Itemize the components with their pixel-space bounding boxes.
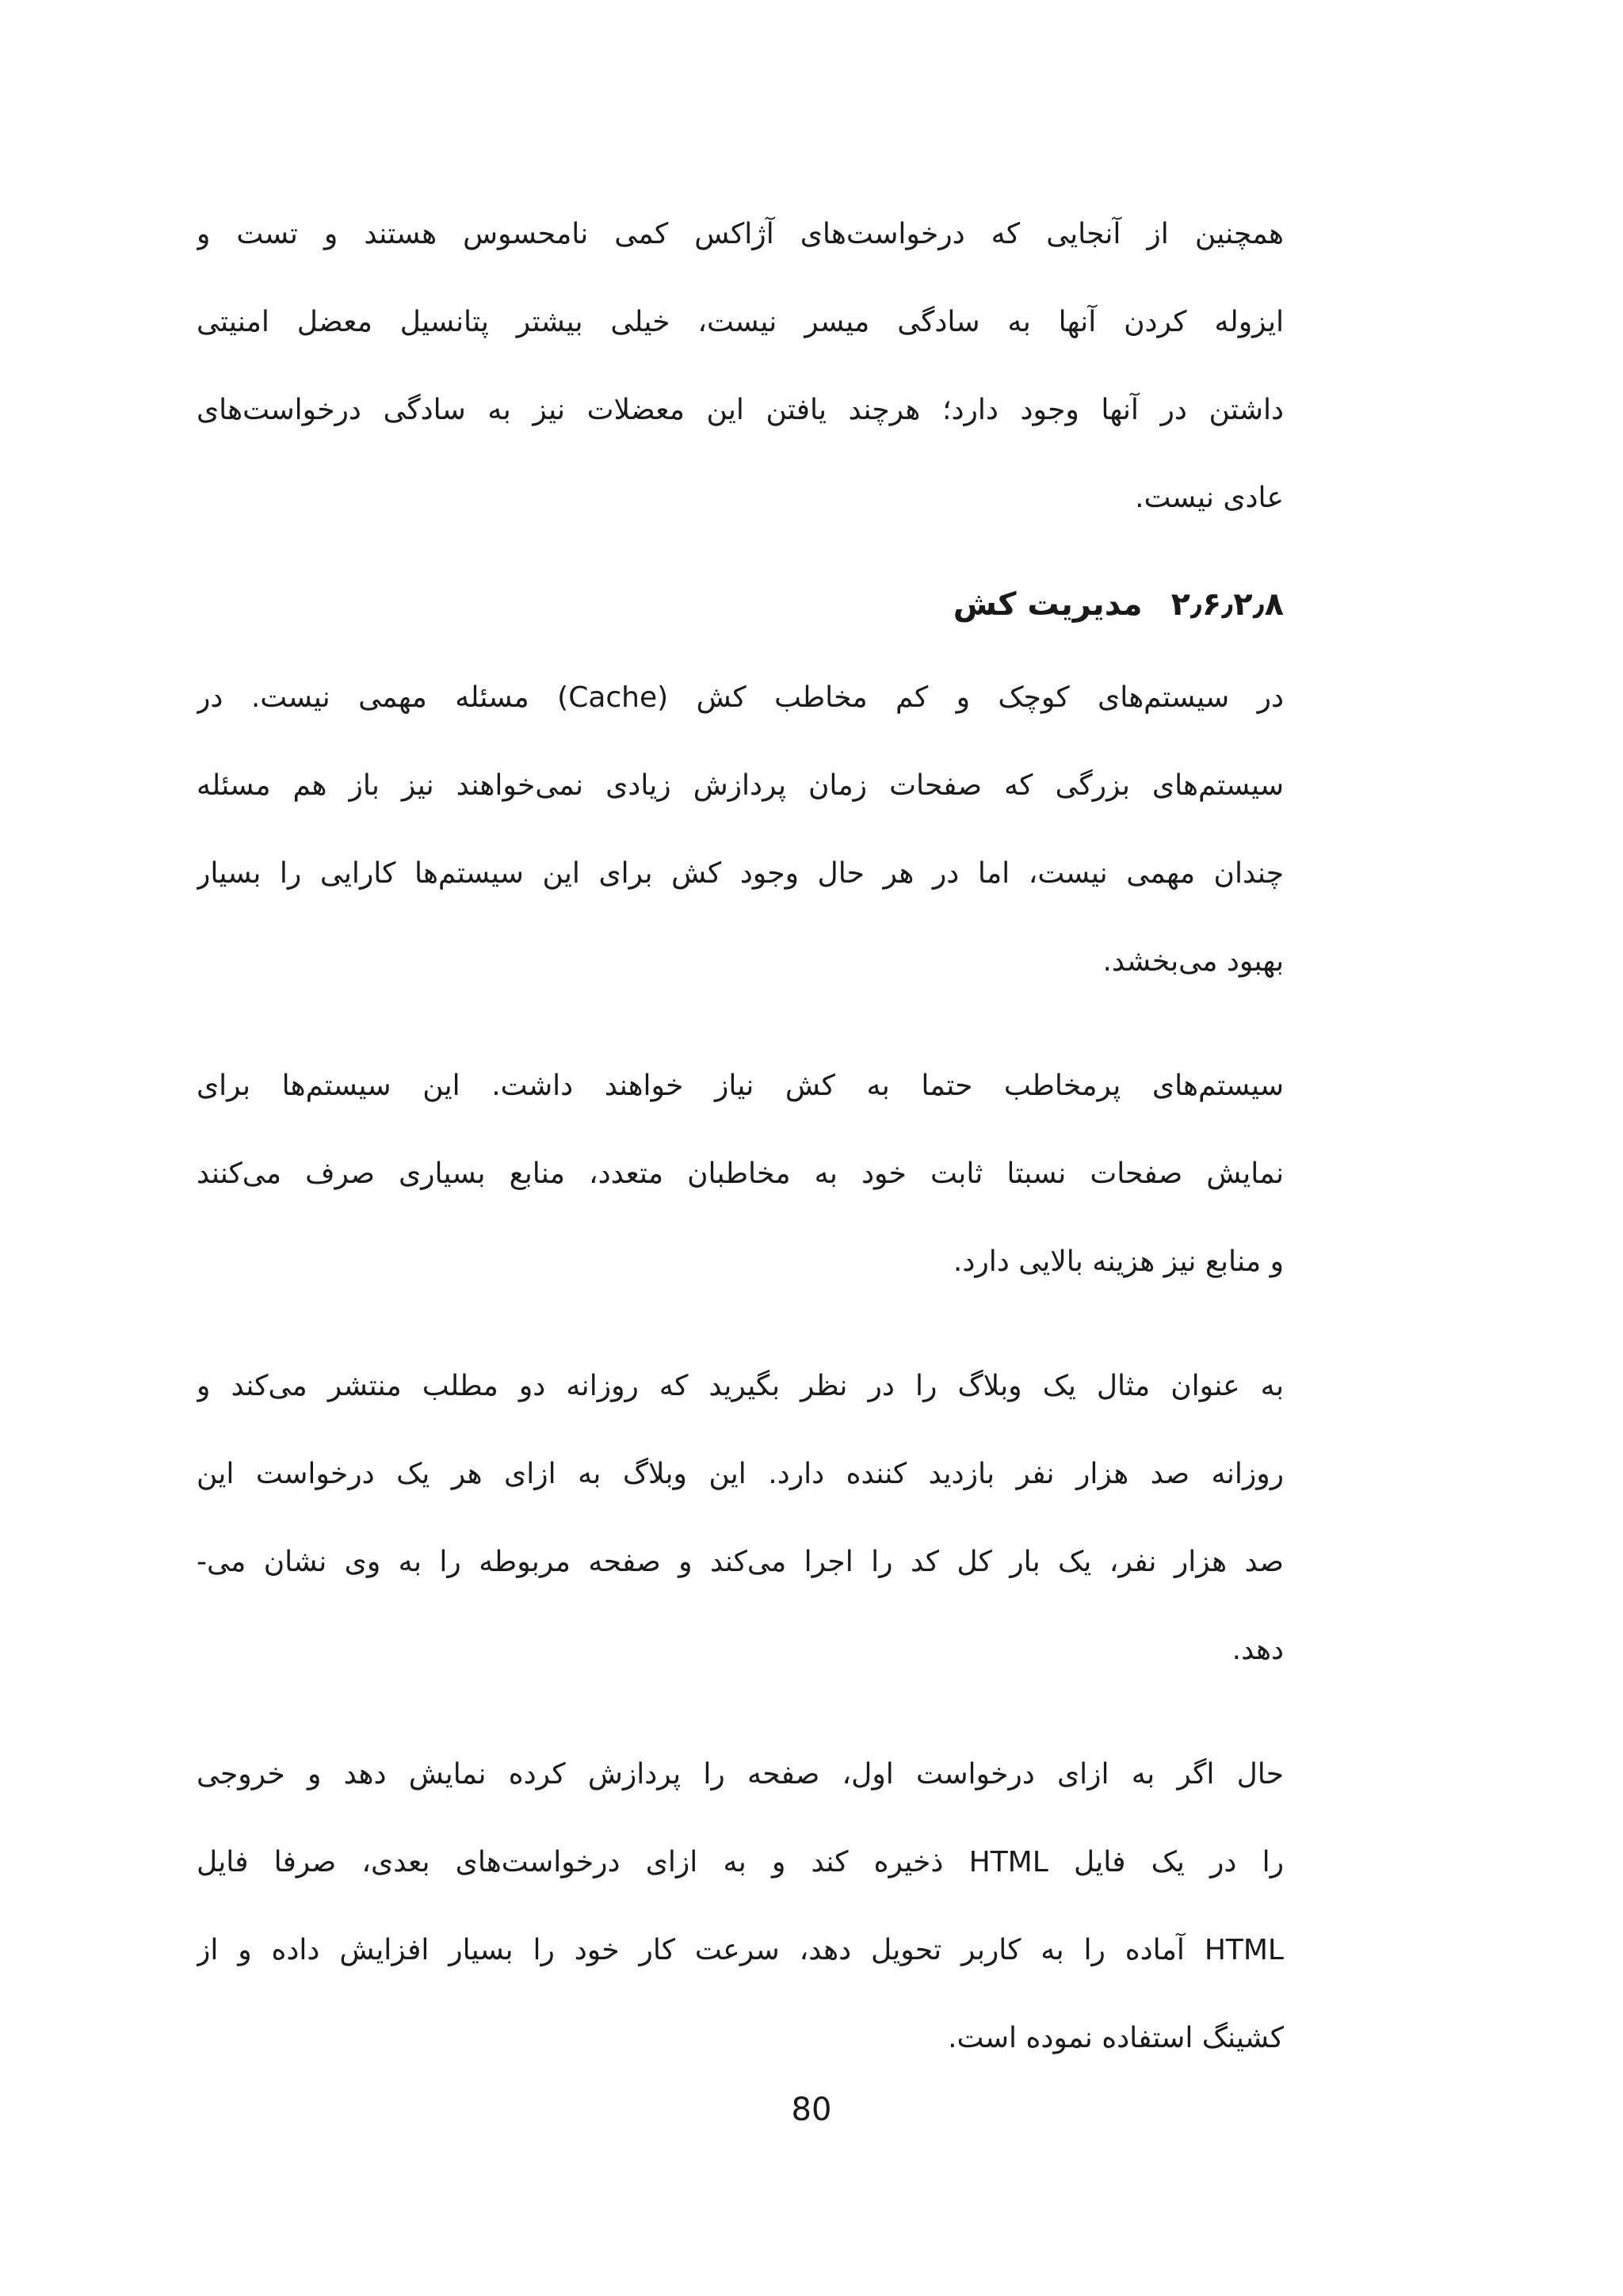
paragraph-html-caching <box>197 1730 1284 2082</box>
section-title: مدیریت کش <box>953 586 1143 623</box>
text-line: نمایش صفحات نسبتا ثابت خود به مخاطبان متعدد، منابع بسیاری صرف می‌کنند <box>197 1158 1284 1190</box>
text-line: حال اگر به ازای درخواست اول، صفحه را پردازش کرده نمایش دهد و خروجی <box>197 1758 1284 1791</box>
paragraph-ajax-security <box>197 190 1284 542</box>
page-number: 80 <box>791 2092 832 2128</box>
text-line: چندان مهمی نیست، اما در هر حال وجود کش برای این سیستم‌ها کارایی را بسیار <box>197 857 1284 890</box>
text-line: سیستم‌های بزرگی که صفحات زمان پردازش زیادی نمی‌خواهند نیز باز هم مسئله <box>197 769 1284 802</box>
text-line: را در یک فایل HTML ذخیره کند و به ازای درخواست‌های بعدی، صرفا فایل <box>197 1846 1284 1878</box>
paragraph-high-traffic <box>197 1042 1284 1306</box>
text-line: دهد. <box>1232 1634 1284 1666</box>
text-line: و منابع نیز هزینه بالایی دارد. <box>953 1245 1284 1278</box>
paragraph-blog-example <box>197 1342 1284 1694</box>
text-line: ایزوله کردن آنها به سادگی میسر نیست، خیلی بیشتر پتانسیل معضل امنیتی <box>197 306 1284 338</box>
text-line: همچنین از آنجایی که درخواست‌های آژاکس کمی نامحسوس هستند و تست و <box>197 218 1284 250</box>
text-line: به عنوان مثال یک وبلاگ را در نظر بگیرید که روزانه دو مطلب منتشر می‌کند و <box>197 1370 1284 1402</box>
page-content <box>197 190 1284 2082</box>
paragraph-cache-intro <box>197 654 1284 1005</box>
text-line: داشتن در آنها وجود دارد؛ هرچند یافتن این معضلات نیز به سادگی درخواست‌های <box>197 394 1284 426</box>
text-line: کشینگ استفاده نموده است. <box>948 2022 1284 2054</box>
text-line: روزانه صد هزار نفر بازدید کننده دارد. این وبلاگ به ازای هر یک درخواست این <box>197 1458 1284 1490</box>
text-line: سیستم‌های پرمخاطب حتما به کش نیاز خواهند داشت. این سیستم‌ها برای <box>197 1070 1284 1102</box>
section-heading <box>197 561 1284 649</box>
text-line: عادی نیست. <box>1135 482 1284 514</box>
section-number: ۲٫۶٫۲٫۸ <box>1170 586 1284 623</box>
text-line: در سیستم‌های کوچک و کم مخاطب کش (Cache) مسئله مهمی نیست. در <box>197 681 1284 714</box>
text-line: بهبود می‌بخشد. <box>1102 945 1284 978</box>
text-line: صد هزار نفر، یک بار کل کد را اجرا می‌کند و صفحه مربوطه را به وی نشان می- <box>197 1546 1284 1578</box>
text-line: HTML آماده را به کاربر تحویل دهد، سرعت کار خود را بسیار افزایش داده و از <box>197 1934 1284 1966</box>
